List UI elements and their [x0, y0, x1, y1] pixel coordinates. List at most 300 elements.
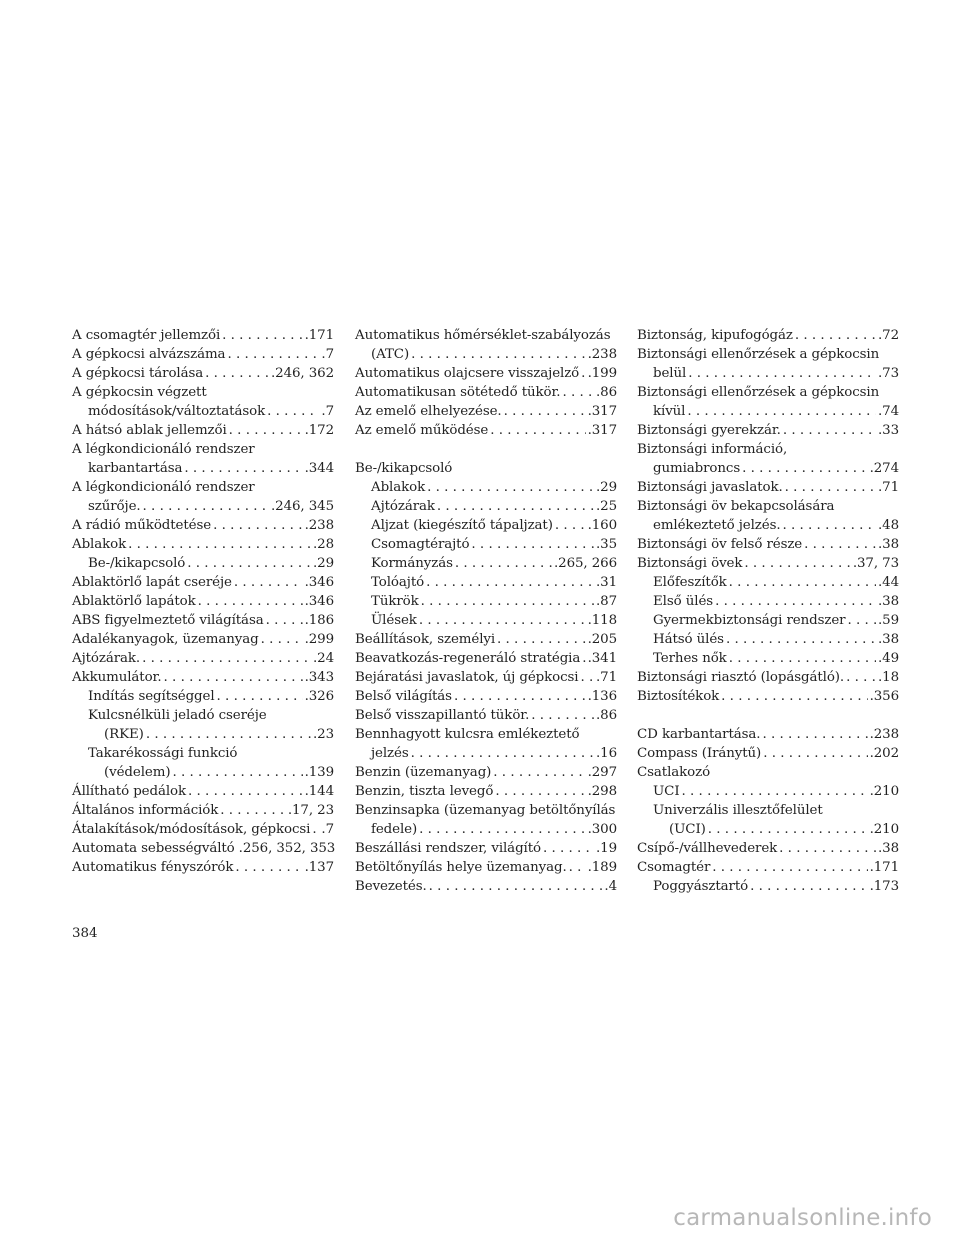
dot-leader — [164, 668, 303, 687]
entry-term: Ajtózárak — [371, 499, 435, 514]
index-subentry — [355, 592, 617, 611]
entry-line — [88, 687, 334, 706]
entry-term: Ablaktörlő lapátok — [72, 594, 196, 609]
index-column-1 — [72, 326, 334, 877]
index-subentry — [637, 630, 899, 649]
entry-line — [653, 573, 899, 592]
entry-term: Ablakok — [371, 480, 426, 495]
dot-leader — [785, 478, 876, 497]
entry-term: Csatlakozó — [637, 765, 711, 780]
entry-term: Biztosítékok — [637, 689, 720, 704]
dot-leader — [220, 801, 286, 820]
entry-term: Ajtózárak. — [72, 651, 141, 666]
entry-page-ref: .71 — [596, 670, 617, 685]
entry-line — [653, 877, 899, 896]
index-entry — [637, 497, 899, 535]
dot-leader — [198, 592, 303, 611]
entry-page-ref: .17, 23 — [287, 803, 334, 818]
entry-line — [355, 839, 617, 858]
entry-line — [371, 554, 617, 573]
entry-page-ref: .299 — [304, 632, 334, 647]
entry-term: A gépkocsi tárolása — [72, 366, 204, 381]
entry-term: Ülések — [371, 613, 417, 628]
index-subentry — [72, 706, 334, 744]
index-subentry — [637, 611, 899, 630]
entry-line — [637, 478, 899, 497]
entry-term: Betöltőnyílás helye üzemanyag. — [355, 860, 567, 875]
index-entry — [72, 421, 334, 440]
entry-page-ref: .38 — [878, 632, 899, 647]
entry-term: Bevezetés. — [355, 879, 427, 894]
entry-term: Indítás segítséggel — [88, 689, 215, 704]
dot-leader — [227, 345, 319, 364]
index-entry — [355, 326, 617, 364]
dot-leader — [266, 611, 303, 630]
entry-page-ref: .326 — [304, 689, 334, 704]
entry-page-ref: .346 — [304, 575, 334, 590]
index-entry — [637, 440, 899, 478]
dot-leader — [531, 706, 594, 725]
dot-leader — [783, 516, 877, 535]
index-subentry — [355, 535, 617, 554]
entry-line — [637, 725, 899, 744]
entry-text-line: A légkondicionáló rendszer — [72, 480, 255, 495]
entry-term: Gyermekbiztonsági rendszer — [653, 613, 846, 628]
dot-leader — [562, 383, 594, 402]
entry-term: A hátsó ablak jellemzői — [72, 423, 227, 438]
entry-page-ref: .7 — [321, 404, 334, 419]
entry-line — [88, 554, 334, 573]
index-subentry — [72, 554, 334, 573]
index-entry — [355, 630, 617, 649]
entry-page-ref: .160 — [587, 518, 617, 533]
dot-leader — [555, 516, 586, 535]
entry-term: Belső visszapillantó tükör. — [355, 708, 530, 723]
entry-line — [355, 383, 617, 402]
dot-leader — [846, 668, 876, 687]
index-entry — [355, 402, 617, 421]
entry-line — [371, 497, 617, 516]
entry-page-ref: .74 — [878, 404, 899, 419]
entry-line — [72, 782, 334, 801]
index-entry — [355, 649, 617, 668]
entry-line — [637, 364, 899, 383]
entry-page-ref: .38 — [878, 841, 899, 856]
entry-line — [355, 459, 617, 478]
entry-term: Csomagtérajtó — [371, 537, 470, 552]
entry-page-ref: .356 — [869, 689, 899, 704]
dot-leader — [582, 649, 585, 668]
index-entry — [355, 459, 617, 478]
entry-page-ref: .35 — [596, 537, 617, 552]
entry-term: Aljzat (kiegészítő tápaljzat) — [371, 518, 553, 533]
index-subentry — [355, 554, 617, 573]
entry-page-ref: .210 — [869, 822, 899, 837]
entry-term: Az emelő működése — [355, 423, 489, 438]
entry-page-ref: .38 — [878, 594, 899, 609]
entry-page-ref: .44 — [878, 575, 899, 590]
dot-leader — [142, 649, 311, 668]
entry-line — [371, 573, 617, 592]
dot-leader — [543, 839, 594, 858]
entry-term: fedele) — [371, 822, 418, 837]
entry-term: Előfeszítők — [653, 575, 727, 590]
dot-leader — [750, 877, 868, 896]
entry-term: Tolóajtó — [371, 575, 425, 590]
index-entry — [72, 801, 334, 820]
entry-line — [653, 782, 899, 801]
index-subentry — [355, 497, 617, 516]
entry-line — [72, 649, 334, 668]
entry-line — [72, 592, 334, 611]
entry-line — [72, 668, 334, 687]
entry-text-line: A gépkocsin végzett — [72, 385, 207, 400]
entry-term: Benzin (üzemanyag) — [355, 765, 492, 780]
entry-term: A gépkocsi alvázszáma — [72, 347, 226, 362]
entry-line — [653, 820, 899, 839]
entry-page-ref: .317 — [587, 423, 617, 438]
entry-page-ref: .317 — [587, 404, 617, 419]
index-entry — [355, 801, 617, 839]
index-entry — [637, 535, 899, 554]
entry-term: Csomagtér — [637, 860, 711, 875]
index-subentry — [637, 592, 899, 611]
dot-leader — [426, 573, 594, 592]
entry-term: Beavatkozás-regeneráló stratégia — [355, 651, 581, 666]
index-entry — [72, 611, 334, 630]
dot-leader — [455, 554, 552, 573]
entry-term: UCI — [653, 784, 680, 799]
entry-line — [355, 364, 617, 383]
entry-line — [653, 592, 899, 611]
index-column-3 — [637, 326, 899, 896]
index-entry — [72, 573, 334, 592]
entry-text-line: Biztonsági ellenőrzések a gépkocsin — [637, 347, 880, 362]
entry-term: Automatikusan sötétedő tükör. — [355, 385, 561, 400]
index-subentry — [72, 744, 334, 782]
entry-page-ref: .16 — [596, 746, 617, 761]
entry-term: (védelem) — [104, 765, 171, 780]
entry-page-ref: .300 — [587, 822, 617, 837]
dot-leader — [437, 497, 594, 516]
entry-line — [371, 478, 617, 497]
entry-term: Bejáratási javaslatok, új gépkocsi — [355, 670, 579, 685]
index-entry — [72, 345, 334, 364]
index-entry — [637, 383, 899, 421]
entry-line — [72, 839, 334, 858]
entry-term: Első ülés — [653, 594, 714, 609]
dot-leader — [188, 782, 303, 801]
entry-term: Automata sebességváltó — [72, 841, 235, 856]
entry-line — [637, 839, 899, 858]
dot-leader — [742, 459, 867, 478]
entry-line — [371, 516, 617, 535]
dot-leader — [419, 611, 586, 630]
entry-page-ref: .87 — [596, 594, 617, 609]
entry-line — [653, 630, 899, 649]
entry-term: gumiabroncs — [653, 461, 741, 476]
index-subentry — [355, 516, 617, 535]
entry-page-ref: .238 — [869, 727, 899, 742]
entry-page-ref: .137 — [304, 860, 334, 875]
entry-line — [72, 364, 334, 383]
index-entry — [72, 592, 334, 611]
index-entry — [355, 706, 617, 725]
entry-term: karbantartása — [88, 461, 183, 476]
entry-page-ref: .73 — [878, 366, 899, 381]
entry-text-line: A légkondicionáló rendszer — [72, 442, 255, 457]
dot-leader — [495, 782, 585, 801]
entry-page-ref: .186 — [304, 613, 334, 628]
entry-term: Állítható pedálok — [72, 784, 187, 799]
dot-leader — [688, 364, 876, 383]
entry-term: Általános információk — [72, 803, 219, 818]
entry-page-ref: .28 — [313, 537, 334, 552]
entry-line — [72, 402, 334, 421]
entry-line — [355, 744, 617, 763]
entry-page-ref: .19 — [596, 841, 617, 856]
entry-text-line: Biztonsági információ, — [637, 442, 788, 457]
entry-line — [355, 421, 617, 440]
index-entry — [355, 782, 617, 801]
index-entry — [355, 364, 617, 383]
entry-term: kívül — [653, 404, 686, 419]
watermark[interactable]: carmanualsonline.info — [673, 1205, 932, 1231]
dot-leader — [580, 668, 594, 687]
dot-leader — [128, 535, 311, 554]
entry-line — [355, 668, 617, 687]
entry-page-ref: .246, 345 — [271, 499, 334, 514]
entry-line — [371, 611, 617, 630]
entry-term: Poggyásztartó — [653, 879, 749, 894]
entry-page-ref: .38 — [878, 537, 899, 552]
entry-page-ref: .86 — [596, 385, 617, 400]
entry-page-ref: .31 — [596, 575, 617, 590]
entry-term: ABS figyelmeztető világítása — [72, 613, 264, 628]
entry-term: Benzin, tiszta levegő — [355, 784, 494, 799]
index-entry — [72, 820, 334, 839]
index-entry — [637, 744, 899, 763]
dot-leader — [229, 421, 303, 440]
entry-line — [355, 402, 617, 421]
index-entry — [637, 725, 899, 744]
entry-line — [72, 573, 334, 592]
entry-page-ref: .238 — [304, 518, 334, 533]
entry-term: emlékeztető jelzés. — [653, 518, 781, 533]
entry-page-ref: .18 — [878, 670, 899, 685]
index-entry — [355, 763, 617, 782]
entry-page-ref: .297 — [587, 765, 617, 780]
entry-term: Átalakítások/módosítások, gépkocsi — [72, 822, 311, 837]
entry-line — [72, 345, 334, 364]
entry-line — [637, 326, 899, 345]
entry-term: Tükrök — [371, 594, 419, 609]
dot-leader — [411, 744, 594, 763]
entry-text-line: Biztonsági öv bekapcsolására — [637, 499, 835, 514]
entry-line — [637, 402, 899, 421]
dot-leader — [490, 421, 585, 440]
index-subentry — [637, 649, 899, 668]
index-gap — [355, 440, 617, 459]
entry-page-ref: .37, 73 — [852, 556, 899, 571]
dot-leader — [847, 611, 876, 630]
entry-line — [355, 706, 617, 725]
entry-page-ref: .171 — [304, 328, 334, 343]
dot-leader — [217, 687, 303, 706]
index-subentry — [637, 573, 899, 592]
index-entry — [637, 858, 899, 877]
dot-leader — [143, 497, 269, 516]
entry-term: Automatikus fényszórók — [72, 860, 234, 875]
dot-leader — [795, 326, 876, 345]
entry-line — [637, 858, 899, 877]
entry-term: szűrője. — [88, 499, 141, 514]
entry-page-ref: .7 — [321, 822, 334, 837]
index-subentry — [637, 877, 899, 896]
entry-page-ref: .139 — [304, 765, 334, 780]
dot-leader — [493, 763, 585, 782]
entry-term: Az emelő elhelyezése. — [355, 404, 502, 419]
entry-page-ref: .238 — [587, 347, 617, 362]
entry-term: módosítások/változtatások — [88, 404, 266, 419]
entry-line — [88, 725, 334, 744]
entry-page-ref: .205 — [587, 632, 617, 647]
entry-page-ref: .48 — [878, 518, 899, 533]
dot-leader — [715, 592, 876, 611]
entry-page-ref: .210 — [869, 784, 899, 799]
entry-page-ref: .24 — [313, 651, 334, 666]
dot-leader — [172, 763, 302, 782]
index-entry — [637, 421, 899, 440]
entry-line — [637, 668, 899, 687]
index-entry — [72, 782, 334, 801]
entry-term: Adalékanyagok, üzemanyag — [72, 632, 259, 647]
entry-line — [72, 497, 334, 516]
entry-page-ref: .136 — [587, 689, 617, 704]
dot-leader — [497, 630, 586, 649]
entry-term: jelzés — [371, 746, 409, 761]
entry-text-line: Univerzális illesztőfelület — [653, 803, 823, 818]
index-entry — [637, 345, 899, 383]
dot-leader — [504, 402, 586, 421]
entry-page-ref: .71 — [878, 480, 899, 495]
dot-leader — [744, 554, 850, 573]
entry-line — [637, 687, 899, 706]
index-subentry — [355, 611, 617, 630]
index-entry — [72, 364, 334, 383]
dot-leader — [454, 687, 586, 706]
entry-line — [72, 535, 334, 554]
entry-page-ref: .189 — [587, 860, 617, 875]
entry-line — [637, 535, 899, 554]
index-entry — [355, 877, 617, 896]
entry-line — [371, 535, 617, 554]
entry-text-line: Kulcsnélküli jeladó cseréje — [88, 708, 267, 723]
entry-page-ref: .144 — [304, 784, 334, 799]
entry-line — [637, 554, 899, 573]
entry-term: belül — [653, 366, 687, 381]
entry-page-ref: .199 — [587, 366, 617, 381]
index-subentry — [355, 478, 617, 497]
dot-leader — [763, 744, 867, 763]
entry-page-ref: .298 — [587, 784, 617, 799]
entry-page-ref: .23 — [313, 727, 334, 742]
entry-page-ref: .72 — [878, 328, 899, 343]
entry-line — [72, 820, 334, 839]
dot-leader — [429, 877, 603, 896]
entry-page-ref: .7 — [321, 347, 334, 362]
entry-page-ref: .173 — [869, 879, 899, 894]
index-entry — [72, 668, 334, 687]
entry-term: Biztonság, kipufogógáz — [637, 328, 793, 343]
dot-leader — [708, 820, 868, 839]
index-entry — [355, 858, 617, 877]
dot-leader — [779, 839, 876, 858]
entry-line — [72, 421, 334, 440]
entry-line — [371, 592, 617, 611]
dot-leader — [187, 554, 311, 573]
dot-leader — [712, 858, 867, 877]
dot-leader — [804, 535, 876, 554]
entry-line — [653, 611, 899, 630]
entry-line — [72, 801, 334, 820]
dot-leader — [471, 535, 594, 554]
entry-line — [637, 459, 899, 478]
entry-term: Ablakok — [72, 537, 127, 552]
index-subentry — [72, 687, 334, 706]
entry-text-line: Takarékossági funkció — [88, 746, 238, 761]
index-entry — [72, 326, 334, 345]
index-subentry — [637, 782, 899, 801]
index-entry — [355, 839, 617, 858]
dot-leader — [213, 516, 303, 535]
entry-term: Beállítások, személyi — [355, 632, 496, 647]
entry-page-ref: .4 — [604, 879, 617, 894]
index-entry — [72, 839, 334, 858]
dot-leader — [729, 573, 876, 592]
entry-text-line: Automatikus hőmérséklet-szabályozás — [355, 328, 611, 343]
entry-term: Compass (Iránytű) — [637, 746, 762, 761]
entry-page-ref: .256, 352, 353 — [238, 841, 336, 856]
dot-leader — [261, 630, 303, 649]
entry-term: Biztonsági öv felső része — [637, 537, 803, 552]
entry-page-ref: .29 — [596, 480, 617, 495]
entry-page-ref: .172 — [304, 423, 334, 438]
index-entry — [637, 478, 899, 497]
entry-line — [355, 649, 617, 668]
dot-leader — [267, 402, 319, 421]
page-number: 384 — [72, 926, 98, 941]
dot-leader — [312, 820, 319, 839]
index-gap — [637, 706, 899, 725]
entry-line — [637, 763, 899, 782]
dot-leader — [421, 592, 594, 611]
dot-leader — [205, 364, 269, 383]
index-entry — [72, 516, 334, 535]
entry-line — [72, 630, 334, 649]
index-entry — [355, 421, 617, 440]
entry-page-ref: .25 — [596, 499, 617, 514]
entry-line — [88, 763, 334, 782]
entry-page-ref: .29 — [313, 556, 334, 571]
index-entry — [72, 383, 334, 421]
index-entry — [72, 478, 334, 516]
entry-term: Automatikus olajcsere visszajelző — [355, 366, 580, 381]
dot-leader — [762, 725, 867, 744]
entry-page-ref: .246, 362 — [271, 366, 334, 381]
entry-line — [355, 877, 617, 896]
index-entry — [72, 649, 334, 668]
